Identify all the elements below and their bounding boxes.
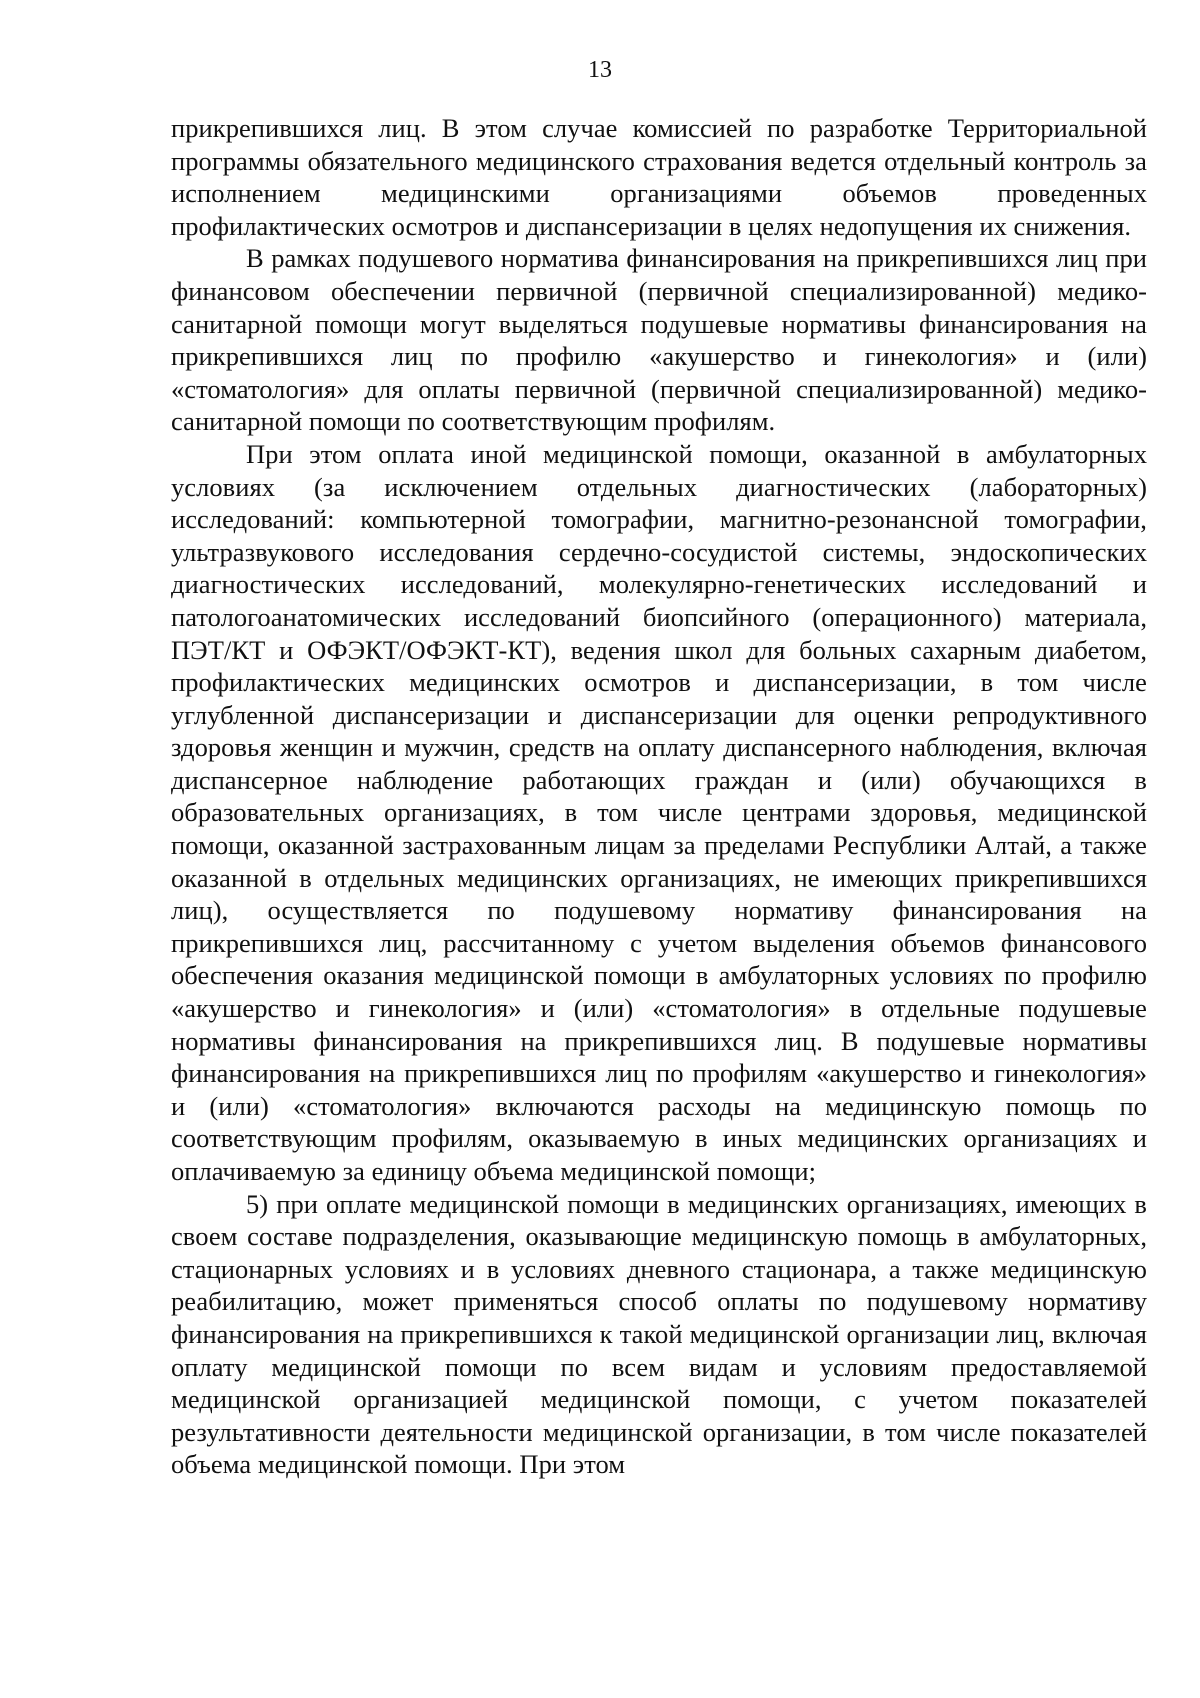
paragraph-item-5: 5) при оплате медицинской помощи в медицинских организациях, имеющих в своем составе подразделения, оказывающие медицинскую помощь в амбулаторных, стационарных условиях и в условиях дневного стационара, а также медицинскую реабилитацию, может применяться способ оплаты по подушевому нормативу финансирования на прикрепившихся к такой медицинской организации лиц, включая оплату медицинской помощи по всем видам и условиям предоставляемой медицинской организацией медицинской помощи, с учетом показателей результативности деятельности медицинской организации, в том числе показателей объема медицинской помощи. При этом [171,1188,1147,1480]
paragraph-outpatient-payment: При этом оплата иной медицинской помощи, оказанной в амбулаторных условиях (за исключением отдельных диагностических (лабораторных) исследований: компьютерной томографии, магнитно-резонансной томографии, ультразвукового исследования сердечно-сосудистой системы, эндоскопических диагностических исследований, молекулярно-генетических исследований и патологоанатомических исследований биопсийного (операционного) материала, ПЭТ/КТ и ОФЭКТ/ОФЭКТ-КТ), ведения школ для больных сахарным диабетом, профилактических медицинских осмотров и диспансеризации, в том числе углубленной диспансеризации и диспансеризации для оценки репродуктивного здоровья женщин и мужчин, средств на оплату диспансерного наблюдения, включая диспансерное наблюдение работающих граждан и (или) обучающихся в образовательных организациях, в том числе центрами здоровья, медицинской помощи, оказанной застрахованным лицам за пределами Республики Алтай, а также оказанной в отдельных медицинских организациях, не имеющих прикрепившихся лиц), осуществляется по подушевому нормативу финансирования на прикрепившихся лиц, рассчитанному с учетом выделения объемов финансового обеспечения оказания медицинской помощи в амбулаторных условиях по профилю «акушерство и гинекология» и (или) «стоматология» в отдельные подушевые нормативы финансирования на прикрепившихся лиц. В подушевые нормативы финансирования на прикрепившихся лиц по профилям «акушерство и гинекология» и (или) «стоматология» включаются расходы на медицинскую помощь по соответствующим профилям, оказываемую в иных медицинских организациях и оплачиваемую за единицу объема медицинской помощи; [171,438,1147,1186]
paragraph-capitation-profiles: В рамках подушевого норматива финансирования на прикрепившихся лиц при финансовом обеспечении первичной (первичной специализированной) медико-санитарной помощи могут выделяться подушевые нормативы финансирования на прикрепившихся лиц по профилю «акушерство и гинекология» и (или) «стоматология» для оплаты первичной (первичной специализированной) медико-санитарной помощи по соответствующим профилям. [171,243,1147,437]
paragraph-continuation: прикрепившихся лиц. В этом случае комиссией по разработке Территориальной программы обязательного медицинского страхования ведется отдельный контроль за исполнением медицинскими организациями объемов проведенных профилактических осмотров и диспансеризации в целях недопущения их снижения. [171,113,1147,241]
document-body [171,112,1147,1481]
page-number: 13 [588,57,612,83]
